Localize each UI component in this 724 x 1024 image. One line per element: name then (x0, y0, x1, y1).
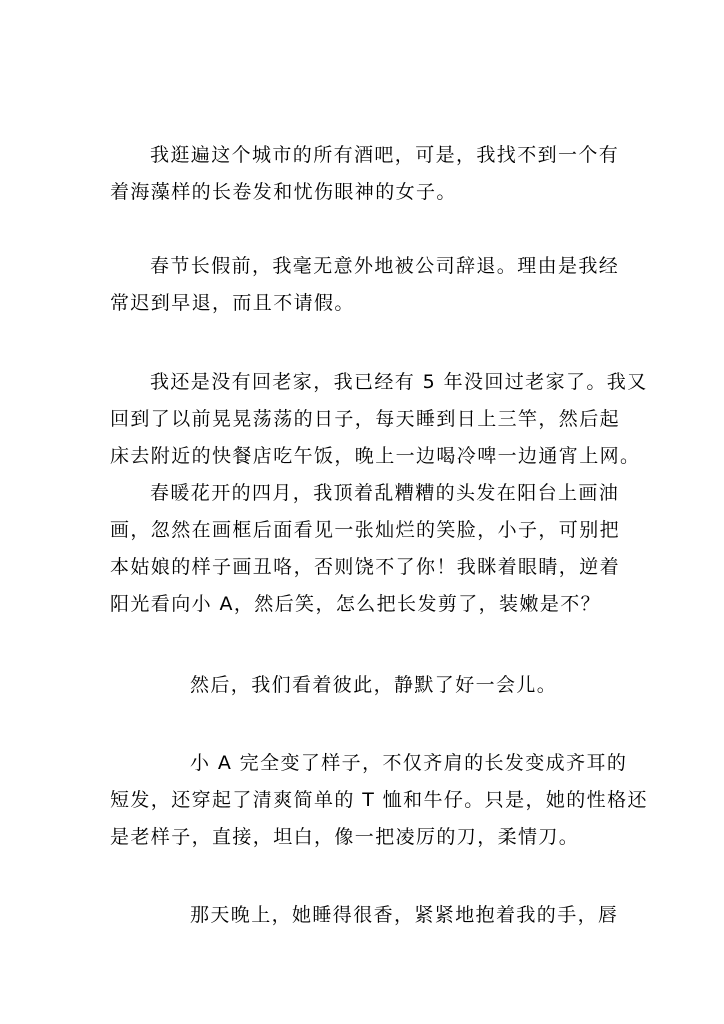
text-line: 回到了以前晃晃荡荡的日子，每天睡到日上三竿，然后起 (110, 408, 621, 430)
paragraph-7 (110, 897, 630, 934)
text-line: 小 A 完全变了样子，不仅齐肩的长发变成齐耳的 (190, 752, 628, 774)
paragraph-4 (110, 475, 630, 623)
text-line: 春暖花开的四月，我顶着乱糟糟的头发在阳台上画油 (150, 482, 620, 504)
text-line: 我还是没有回老家，我已经有 5 年没回过老家了。我又 (150, 371, 648, 393)
paragraph-5 (110, 667, 630, 704)
text-line: 常迟到早退，而且不请假。 (110, 292, 355, 314)
text-line: 短发，还穿起了清爽简单的 T 恤和牛仔。只是，她的性格还 (110, 789, 648, 811)
text-line: 我逛遍这个城市的所有酒吧，可是，我找不到一个有 (150, 144, 620, 166)
text-line: 是老样子，直接，坦白，像一把凌厉的刀，柔情刀。 (110, 826, 580, 848)
text-line: 本姑娘的样子画丑咯，否则饶不了你！我眯着眼睛，逆着 (110, 556, 621, 578)
text-line: 春节长假前，我毫无意外地被公司辞退。理由是我经 (150, 255, 620, 277)
text-line: 然后，我们看着彼此，静默了好一会儿。 (190, 674, 558, 696)
paragraph-6 (110, 745, 648, 856)
text-line: 画，忽然在画框后面看见一张灿烂的笑脸，小子，可别把 (110, 519, 621, 541)
paragraph-2 (110, 248, 630, 322)
text-line: 阳光看向小 A，然后笑，怎么把长发剪了，装嫩是不？ (110, 593, 602, 615)
paragraph-1 (110, 137, 630, 211)
paragraph-3 (110, 364, 648, 475)
text-line: 那天晚上，她睡得很香，紧紧地抱着我的手，唇 (190, 904, 619, 926)
text-line: 着海藻样的长卷发和忧伤眼神的女子。 (110, 181, 457, 203)
text-line: 床去附近的快餐店吃午饭，晚上一边喝冷啤一边通宵上网。 (110, 445, 641, 467)
